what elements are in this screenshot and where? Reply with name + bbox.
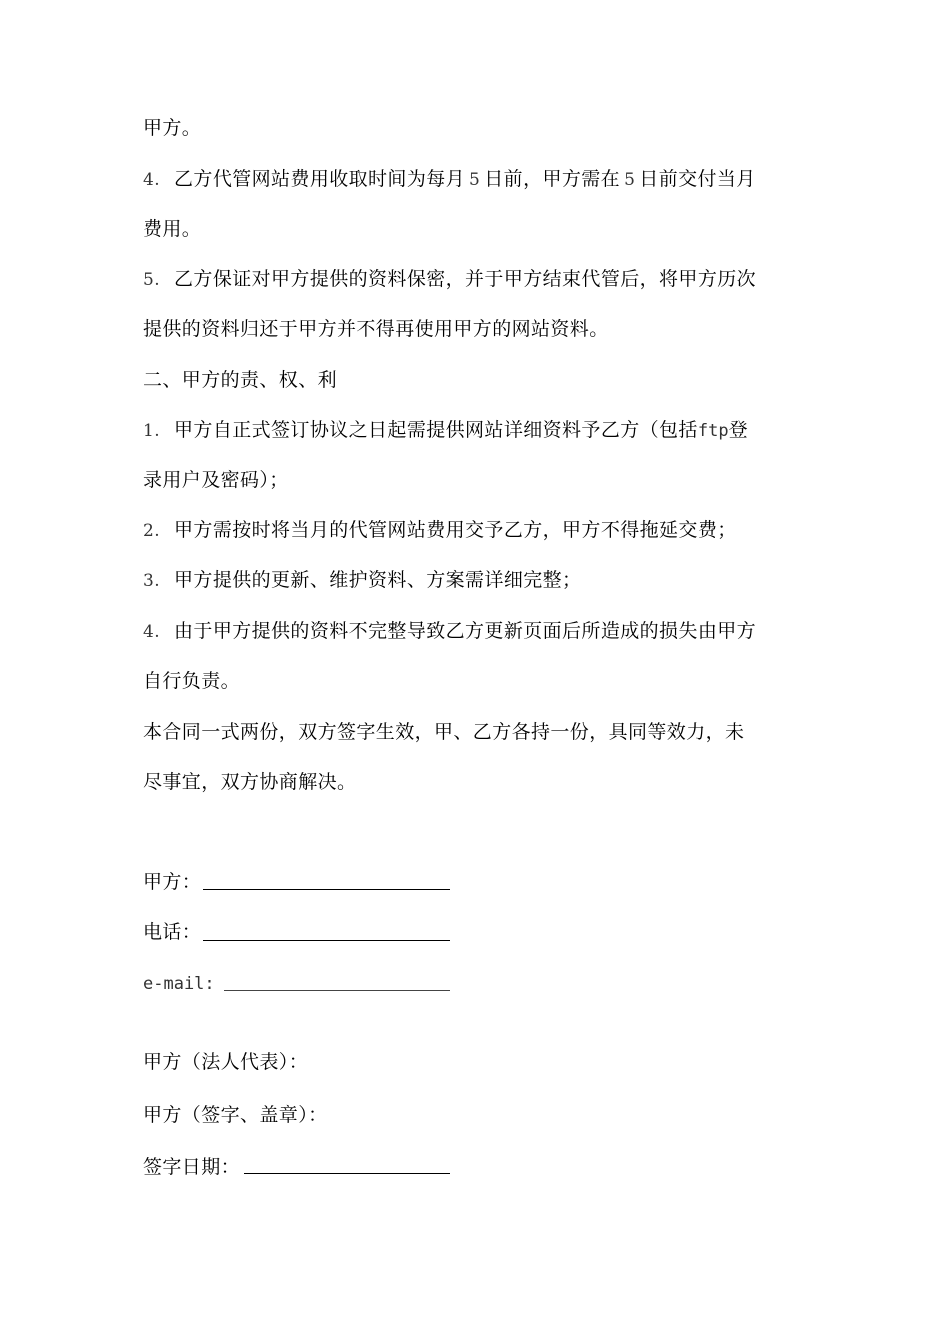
clause-number: 4. [143,170,161,190]
legal-rep-label: 甲方（法人代表）： [143,1051,309,1073]
phone-blank-line[interactable] [203,940,450,941]
party-blank-line[interactable] [203,889,450,890]
clause-5 [143,267,756,292]
item-text: 甲方提供的更新、维护资料、方案需详细完整； [174,569,582,591]
clause-text: 日前，甲方需在 [484,168,621,190]
item-text: 由于甲方提供的资料不完整导致乙方更新页面后所造成的损失由甲方 [174,620,757,642]
closing-text: 尽事宜，双方协商解决。 [143,771,357,793]
item-2 [143,518,737,543]
item-text: 甲方自正式签订协议之日起需提供网站详细资料予乙方（包括 [174,419,698,441]
sign-date-blank-line[interactable] [244,1173,450,1174]
item-ftp-term: ftp [697,421,729,441]
item-number: 3. [143,571,161,591]
item-4-continued [143,669,240,693]
party-label: 甲方： [143,871,202,893]
section-heading [143,368,337,392]
clause-text: 乙方保证对甲方提供的资料保密，并于甲方结束代管后，将甲方历次 [174,268,757,290]
phone-field [143,920,201,944]
paragraph-continuation [143,116,201,140]
closing-text: 本合同一式两份，双方签字生效，甲、乙方各持一份，具同等效力，未 [143,721,745,743]
item-text: 录用户及密码）； [143,469,289,491]
clause-4-continued [143,217,201,241]
email-field [143,971,215,996]
item-number: 1. [143,421,161,441]
clause-digit: 5 [469,170,481,190]
email-label: e-mail: [143,974,215,994]
item-4 [143,619,756,644]
email-blank-line[interactable] [224,990,450,991]
clause-digit: 5 [624,170,636,190]
closing-paragraph [143,720,744,744]
sign-date-field [143,1155,240,1179]
clause-text: 日前交付当月 [639,168,756,190]
clause-number: 5. [143,270,161,290]
item-text: 登 [728,419,748,441]
item-text: 自行负责。 [143,670,241,692]
sign-date-label: 签字日期： [143,1156,241,1178]
clause-text: 费用。 [143,218,202,240]
clause-4 [143,167,756,192]
clause-text: 乙方代管网站费用收取时间为每月 [174,168,466,190]
item-number: 4. [143,622,161,642]
phone-label: 电话： [143,921,202,943]
clause-5-continued [143,317,609,341]
closing-paragraph-continued [143,770,356,794]
item-number: 2. [143,521,161,541]
item-1-continued [143,468,289,492]
section-title: 二、甲方的责、权、利 [143,369,338,391]
item-text: 甲方需按时将当月的代管网站费用交予乙方，甲方不得拖延交费； [174,519,737,541]
paragraph-text: 甲方。 [143,117,202,139]
sign-seal-field [143,1103,328,1127]
clause-text: 提供的资料归还于甲方并不得再使用甲方的网站资料。 [143,318,609,340]
sign-seal-label: 甲方（签字、盖章）： [143,1104,328,1126]
item-3 [143,568,581,593]
item-1 [143,418,748,443]
party-field [143,870,201,894]
legal-rep-field [143,1050,308,1074]
